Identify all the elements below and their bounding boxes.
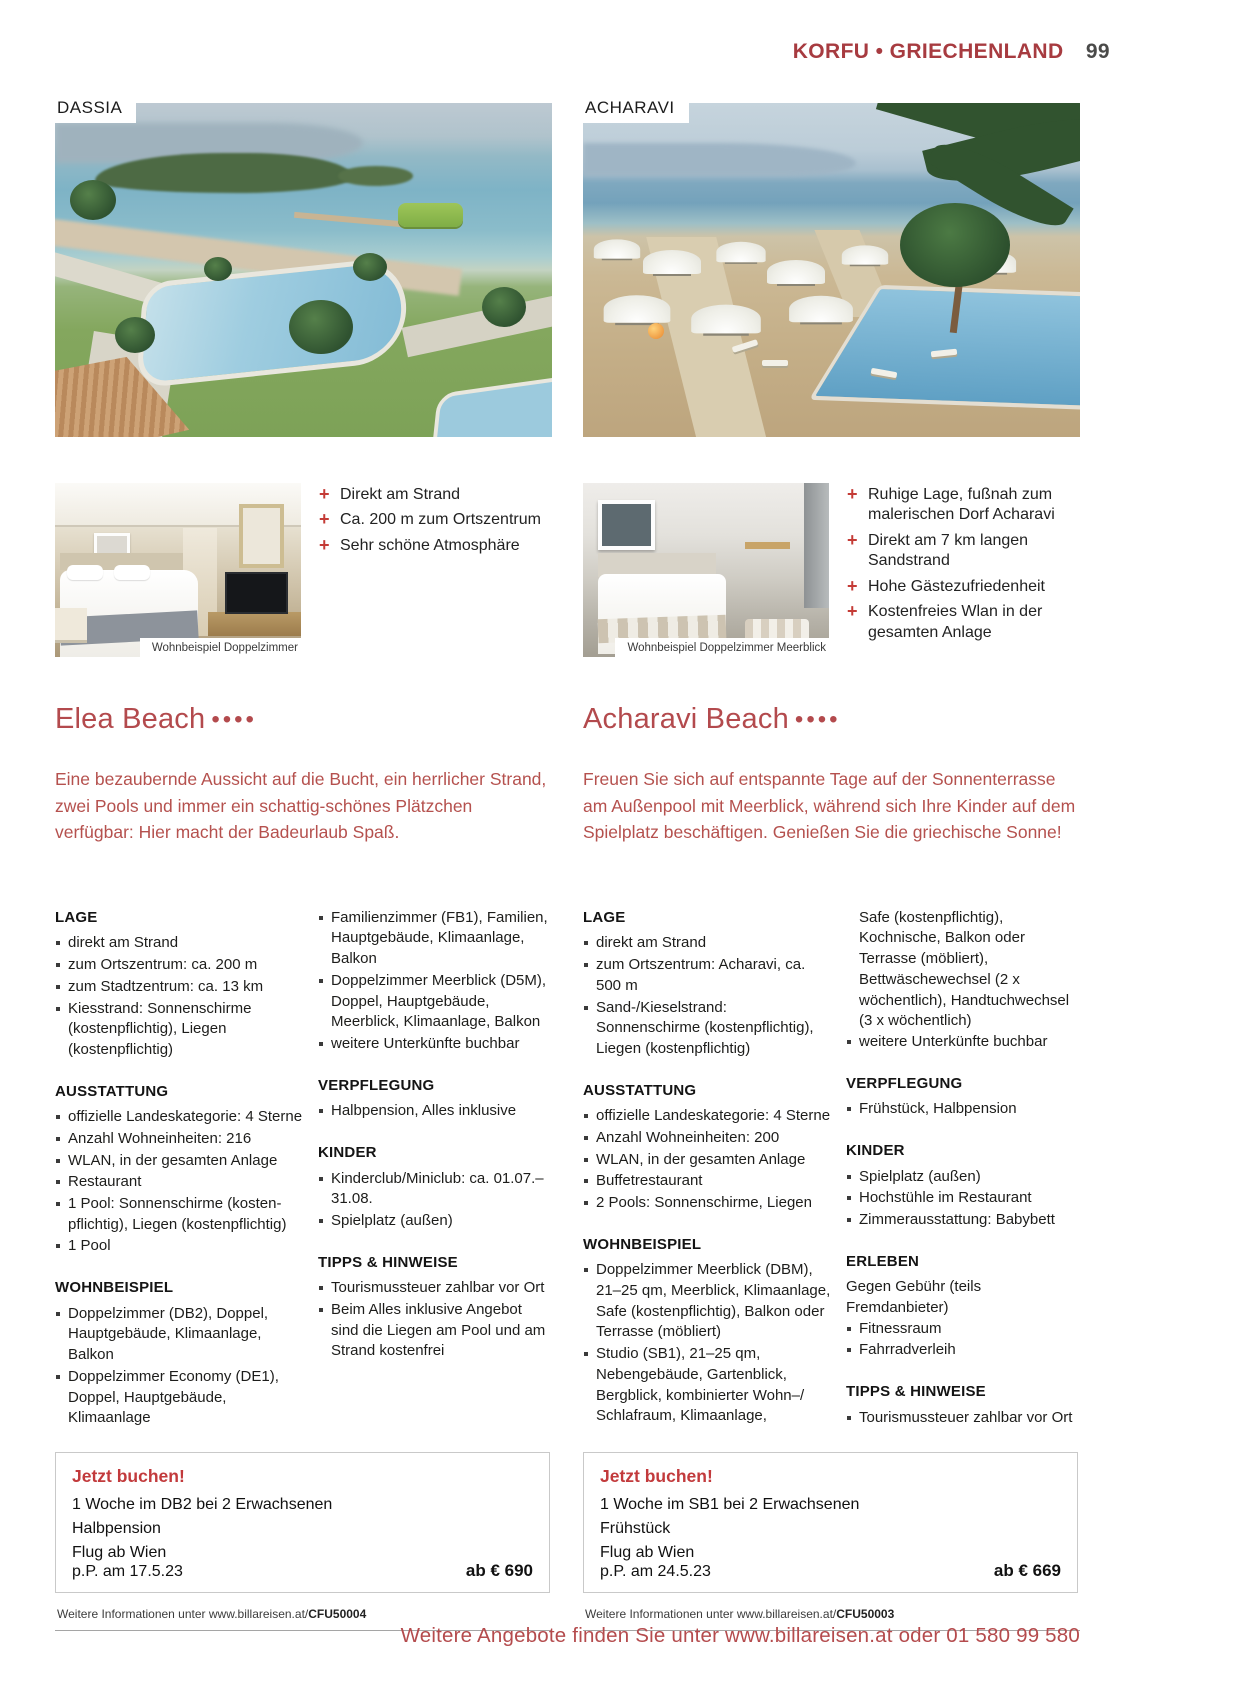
detail-item: [55, 955, 305, 976]
umbrella-icon: [842, 246, 888, 265]
detail-item-text: Fahrradverleih: [859, 1341, 956, 1359]
booking-bottom-row: [600, 1561, 1061, 1581]
room-and-highlights: [583, 483, 1080, 657]
section-heading: KINDER: [318, 1143, 377, 1161]
detail-item-text: Tourismussteuer zahlbar vor Ort: [331, 1279, 545, 1297]
detail-item: [846, 1408, 1080, 1429]
detail-item: [583, 1150, 833, 1171]
hotel-name: [55, 703, 552, 736]
hotel-name-text: Elea Beach: [55, 703, 206, 735]
palm-tree: [482, 287, 526, 327]
section-heading: LAGE: [583, 908, 626, 926]
highlight-item: [319, 485, 541, 505]
detail-item: [846, 1099, 1080, 1120]
section-heading: VERPFLEGUNG: [846, 1074, 963, 1092]
umbrella-icon: [643, 250, 701, 274]
detail-item-text: 1 Pool: [68, 1237, 111, 1255]
tv: [227, 574, 286, 612]
section-wohnbeispiel-fortsetzung: [846, 908, 1080, 1053]
highlight-text: Sehr schöne Atmosphäre: [340, 536, 520, 554]
plus-icon: [319, 510, 340, 530]
detail-item-text: Anzahl Wohneinheiten: 200: [596, 1128, 780, 1146]
sideboard: [208, 612, 301, 636]
umbrella-icon: [717, 242, 766, 262]
hotel-card-acharavi-beach: [583, 95, 1080, 1635]
room-photo-caption: Wohnbeispiel Doppelzimmer Meerblick: [615, 638, 829, 657]
section-heading: AUSSTATTUNG: [55, 1082, 169, 1100]
detail-item-text: direkt am Strand: [68, 934, 179, 952]
detail-item: [55, 1367, 305, 1429]
page-footer: Weitere Angebote finden Sie unter www.billareisen.at oder 01 580 99 580: [400, 1624, 1080, 1647]
hotel-name-text: Acharavi Beach: [583, 703, 789, 735]
section-heading: KINDER: [846, 1141, 905, 1159]
highlight-item: [847, 531, 1080, 572]
section-tipps: [318, 1253, 552, 1362]
section-ausstattung: [55, 1082, 305, 1258]
umbrella-icon: [594, 239, 640, 258]
booking-date: p.P. am 24.5.23: [600, 1563, 711, 1580]
pillow: [114, 565, 150, 580]
detail-item-text: Doppelzimmer Meerblick (DBM), 21–25 qm, Meerblick, Klimaanlage, Safe (kostenpflichtig), Balkon oder Terrasse (möbliert): [596, 1261, 831, 1341]
garden-path: [402, 293, 552, 358]
page-number: 99: [1085, 40, 1110, 63]
detail-item: [55, 1236, 305, 1257]
section-tipps: [846, 1382, 1080, 1428]
detail-item-text: Hochstühle im Restaurant: [859, 1189, 1032, 1207]
section-heading: LAGE: [55, 908, 98, 926]
section-heading: TIPPS & HINWEISE: [318, 1253, 458, 1271]
booking-cta: Jetzt buchen!: [72, 1466, 185, 1486]
page-header: [793, 40, 1110, 64]
plus-icon: [847, 577, 868, 597]
detail-item-text: Doppelzimmer Economy (DE1), Doppel, Hauptgebäude, Klimaanlage: [68, 1367, 279, 1427]
headland-small: [338, 166, 413, 186]
detail-item-text: Tourismussteuer zahlbar vor Ort: [859, 1408, 1073, 1426]
detail-item-text: 1 Pool: Sonnenschirme (kostenpflichtig), Liegen (kostenpflichtig): [68, 1195, 287, 1233]
booking-line: 1 Woche im SB1 bei 2 Erwachsenen: [600, 1496, 860, 1513]
offer-code: CFU50004: [308, 1607, 367, 1621]
hotel-card-elea-beach: [55, 95, 552, 1635]
detail-column: [55, 908, 305, 1450]
booking-line: Flug ab Wien: [72, 1544, 167, 1561]
highlight-text: Hohe Gästezufriedenheit: [868, 577, 1045, 595]
plus-icon: [319, 485, 340, 505]
section-wohnbeispiel-fortsetzung: [318, 908, 552, 1055]
section-verpflegung: [318, 1076, 552, 1122]
resort-photo-dassia: [55, 103, 552, 437]
detail-item-text: Spielplatz (außen): [859, 1167, 981, 1185]
continuation-text: Safe (kostenpflichtig), Kochnische, Balkon oder Terrasse (möbliert), Bettwäschewechsel (2 x wöchentlich), Handtuchwechsel (3 x wöchentlich): [859, 908, 1070, 1030]
detail-item: [55, 933, 305, 954]
hotel-description: Eine bezaubernde Aussicht auf die Bucht, ein herrlicher Strand, zwei Pools und immer ein schattig-schönes Plätzchen verfügbar: Hier macht der Badeurlaub Spaß.: [55, 769, 547, 843]
detail-item: [846, 1319, 1080, 1340]
umbrella-icon: [603, 295, 670, 323]
category-dots: ••••: [794, 706, 841, 733]
section-heading: ERLEBEN: [846, 1252, 920, 1270]
booking-date: p.P. am 17.5.23: [72, 1563, 183, 1580]
highlight-item: [847, 577, 1080, 597]
room-photo-caption: Wohnbeispiel Doppelzimmer: [140, 638, 301, 657]
section-wohnbeispiel: [583, 1235, 833, 1427]
section-heading: TIPPS & HINWEISE: [846, 1383, 986, 1401]
room-and-highlights: [55, 483, 552, 657]
highlight-text: Direkt am Strand: [340, 486, 461, 503]
detail-item-text: Beim Alles inklusive Angebot sind die Liegen am Pool und am Strand kostenfrei: [331, 1301, 546, 1360]
offer-code: CFU50003: [836, 1607, 895, 1621]
detail-column: [846, 908, 1080, 1450]
palm-tree: [204, 257, 232, 281]
palm-tree: [289, 300, 353, 354]
detail-item: [55, 1194, 305, 1235]
location-label: DASSIA: [55, 95, 136, 123]
detail-item: [55, 1129, 305, 1150]
detail-item: [55, 1151, 305, 1172]
detail-item: [583, 1106, 833, 1127]
detail-item-text: weitere Unterkünfte buchbar: [859, 1032, 1048, 1050]
detail-item: [583, 1128, 833, 1149]
detail-item: [318, 1278, 552, 1299]
detail-item-text: direkt am Strand: [596, 934, 707, 952]
pier: [294, 211, 413, 227]
detail-item: [318, 971, 552, 1033]
detail-item: [55, 1304, 305, 1366]
booking-price: ab € 690: [465, 1561, 533, 1580]
plus-icon: [847, 531, 868, 572]
palm-tree: [70, 180, 116, 220]
booking-bottom-row: [72, 1561, 533, 1581]
room-photo: [55, 483, 301, 657]
booking-line: Flug ab Wien: [600, 1544, 695, 1561]
section-ausstattung: [583, 1081, 833, 1214]
detail-item: [583, 1171, 833, 1192]
detail-item-text: offizielle Landeskategorie: 4 Sterne: [596, 1107, 831, 1125]
highlight-item: [319, 510, 541, 530]
detail-item-text: 2 Pools: Sonnenschirme, Liegen: [596, 1194, 812, 1212]
detail-item: [55, 1107, 305, 1128]
detail-item: [846, 1188, 1080, 1209]
section-kinder: [846, 1141, 1080, 1231]
detail-item-text: Restaurant: [68, 1173, 142, 1191]
detail-item-text: Studio (SB1), 21–25 qm, Nebengebäude, Gartenblick, Bergblick, kombinierter Wohn–/ Schlafraum, Klimaanlage,: [596, 1345, 805, 1425]
detail-item: [318, 1211, 552, 1232]
detail-item: [318, 1034, 552, 1055]
detail-item-text: Spielplatz (außen): [331, 1212, 453, 1230]
highlight-item: [847, 602, 1080, 643]
section-heading: WOHNBEISPIEL: [583, 1235, 702, 1253]
detail-item: [583, 1193, 833, 1214]
detail-item: [583, 998, 833, 1060]
room-photo: [583, 483, 829, 657]
section-heading: WOHNBEISPIEL: [55, 1279, 174, 1297]
detail-item-text: Kiesstrand: Sonnenschirme (kostenpflichtig), Liegen (kostenpflichtig): [68, 999, 252, 1058]
booking-line: Halbpension: [72, 1520, 161, 1537]
plus-icon: [847, 485, 868, 526]
umbrella-icon: [789, 296, 853, 322]
detail-item: [846, 1340, 1080, 1361]
highlight-item: [319, 536, 541, 556]
highlight-text: Ca. 200 m zum Ortszentrum: [340, 511, 541, 529]
shelf: [745, 542, 789, 549]
highlight-text: Ruhige Lage, fußnah zum malerischen Dorf Acharavi: [868, 486, 1055, 524]
detail-item-text: WLAN, in der gesamten Anlage: [596, 1150, 806, 1168]
section-wohnbeispiel: [55, 1278, 305, 1429]
detail-item: [583, 933, 833, 954]
booking-box: [55, 1452, 550, 1593]
section-erleben: [846, 1252, 1080, 1361]
info-text: Weitere Informationen unter www.billareisen.at/: [57, 1607, 309, 1621]
detail-item-text: WLAN, in der gesamten Anlage: [68, 1151, 278, 1169]
detail-item: [846, 1210, 1080, 1231]
detail-item-text: zum Ortszentrum: Acharavi, ca. 500 m: [596, 956, 806, 994]
highlights-list: [301, 483, 541, 657]
detail-item-text: Doppelzimmer (DB2), Doppel, Hauptgebäude, Klimaanlage, Balkon: [68, 1304, 269, 1364]
detail-item-text: weitere Unterkünfte buchbar: [331, 1034, 520, 1052]
detail-item-text: offizielle Landeskategorie: 4 Sterne: [68, 1108, 303, 1126]
picture-frame: [598, 500, 655, 550]
detail-item-text: Buffetrestaurant: [596, 1172, 703, 1190]
detail-columns: [583, 908, 1080, 1450]
second-pool: [429, 372, 552, 437]
booking-cta: Jetzt buchen!: [600, 1466, 713, 1486]
section-heading: VERPFLEGUNG: [318, 1076, 435, 1094]
detail-column: [318, 908, 552, 1450]
detail-item-text: Sand-/Kieselstrand: Sonnenschirme (kostenpflichtig), Liegen (kostenpflichtig): [596, 998, 814, 1057]
floating-platform: [398, 203, 463, 226]
hotel-description: Freuen Sie sich auf entspannte Tage auf der Sonnenterrasse am Außenpool mit Meerblick, während sich Ihre Kinder auf dem Spielplatz beschäftigen. Genießen Sie die griechische Sonne!: [583, 769, 1076, 843]
detail-item-text: Anzahl Wohneinheiten: 216: [68, 1129, 252, 1147]
detail-item: [583, 1344, 833, 1427]
booking-price: ab € 669: [993, 1561, 1061, 1580]
curtain: [804, 483, 829, 608]
section-note: Gegen Gebühr (teils Fremdanbieter): [846, 1278, 982, 1317]
detail-item: [55, 999, 305, 1061]
booking-lines: [72, 1493, 533, 1565]
detail-item: [583, 1260, 833, 1343]
palm-tree: [900, 203, 1010, 287]
resort-photo-acharavi: [583, 103, 1080, 437]
section-kinder: [318, 1143, 552, 1232]
detail-item-text: zum Ortszentrum: ca. 200 m: [68, 956, 258, 974]
detail-item-text: Fitnessraum: [859, 1319, 942, 1337]
plus-icon: [319, 536, 340, 556]
booking-box: [583, 1452, 1078, 1593]
detail-item: [846, 1032, 1080, 1053]
info-text: Weitere Informationen unter www.billareisen.at/: [585, 1607, 837, 1621]
detail-item: [318, 1169, 552, 1210]
detail-columns: [55, 908, 552, 1450]
detail-item: [55, 1172, 305, 1193]
highlight-text: Direkt am 7 km langen Sandstrand: [868, 531, 1029, 570]
category-dots: ••••: [211, 706, 257, 733]
booking-lines: [600, 1493, 1061, 1565]
detail-item: [846, 1167, 1080, 1188]
detail-item-text: zum Stadtzentrum: ca. 13 km: [68, 977, 264, 995]
highlights-list: [829, 483, 1080, 657]
detail-item-text: Zimmerausstattung: Babybett: [859, 1211, 1055, 1229]
section-lage: [55, 908, 305, 1061]
section-lage: [583, 908, 833, 1060]
detail-item: [318, 1101, 552, 1122]
detail-item-text: Doppelzimmer Meerblick (D5M), Doppel, Hauptgebäude, Meerblick, Klimaanlage, Balkon: [331, 971, 547, 1031]
nightstand: [55, 608, 87, 643]
detail-item-text: Familienzimmer (FB1), Familien, Hauptgebäude, Klimaanlage, Balkon: [331, 908, 548, 968]
detail-column: [583, 908, 833, 1450]
location-label: ACHARAVI: [583, 95, 689, 123]
palm-tree: [115, 317, 155, 353]
detail-item: [318, 908, 552, 970]
section-heading: AUSSTATTUNG: [583, 1081, 697, 1099]
detail-item-text: Kinderclub/Miniclub: ca. 01.07.–31.08.: [331, 1169, 544, 1208]
booking-line: 1 Woche im DB2 bei 2 Erwachsenen: [72, 1496, 333, 1513]
umbrella-icon: [767, 260, 825, 284]
page-header-title: KORFU • GRIECHENLAND: [792, 40, 1064, 63]
mirror: [239, 504, 284, 568]
plus-icon: [847, 602, 868, 643]
detail-item-text: Frühstück, Halbpension: [859, 1100, 1017, 1118]
booking-line: Frühstück: [600, 1520, 671, 1537]
highlight-text: Kostenfreies Wlan in der gesamten Anlage: [868, 603, 1043, 641]
umbrella-icon: [691, 304, 761, 333]
detail-item: [583, 955, 833, 996]
highlight-item: [847, 485, 1080, 526]
hotel-name: [583, 703, 1080, 736]
section-verpflegung: [846, 1074, 1080, 1120]
detail-item: [318, 1300, 552, 1362]
sun-lounger: [762, 360, 788, 366]
mountains: [583, 143, 856, 176]
pillow: [67, 565, 103, 580]
beach-ball: [648, 323, 664, 339]
detail-item-text: Halbpension, Alles inklusive: [331, 1102, 517, 1120]
detail-item: [55, 977, 305, 998]
